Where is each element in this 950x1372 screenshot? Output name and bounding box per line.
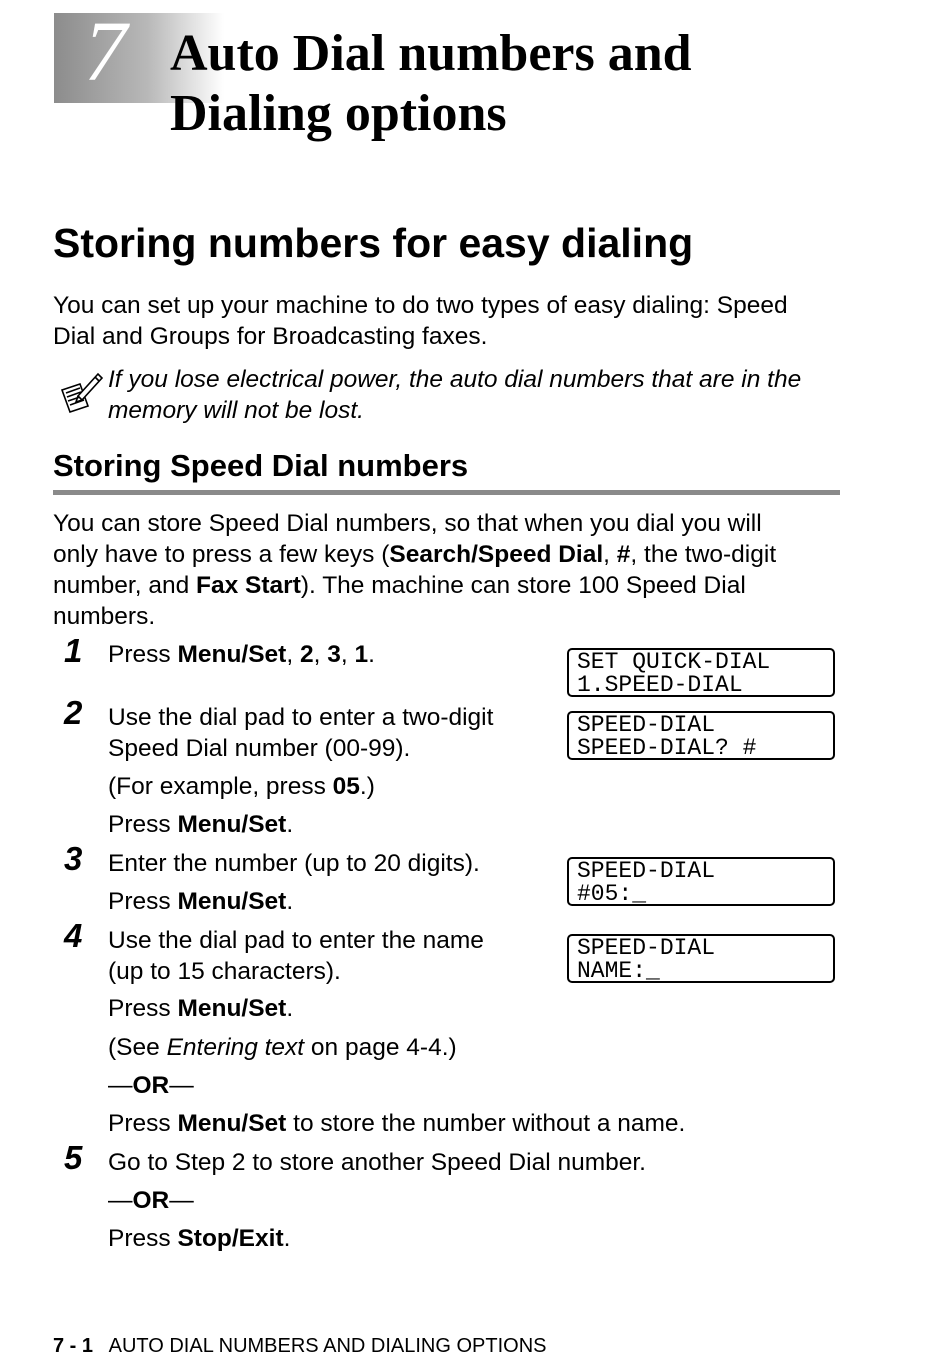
step-2-line2: Speed Dial number (00-99). — [108, 735, 411, 762]
step-4-or — [108, 1070, 194, 1101]
step-2-press — [108, 809, 293, 840]
step-3-line1: Enter the number (up to 20 digits). — [108, 850, 480, 877]
text-run: .) — [359, 773, 375, 800]
note-line1: If you lose electrical power, the auto dial numbers that are in the — [108, 366, 802, 393]
step-5-number: 5 — [64, 1139, 83, 1176]
text-run: (For example, press — [108, 773, 333, 800]
text-run: . — [286, 811, 294, 838]
text-run: — — [169, 1072, 194, 1099]
text-run: Press — [108, 995, 178, 1022]
text-run: Press — [108, 888, 178, 915]
step-3-press — [108, 886, 293, 917]
text-run: only have to press a few keys ( — [53, 541, 390, 568]
key-menu-set: Menu/Set — [177, 641, 287, 668]
text-run: , — [340, 641, 355, 668]
text-run: to store the number without a name. — [286, 1110, 686, 1137]
step-4-number: 4 — [64, 917, 83, 954]
note-pencil-icon — [58, 370, 104, 414]
step-4-see — [108, 1032, 457, 1063]
chapter-title-line2: Dialing options — [170, 85, 507, 142]
footer-title: AUTO DIAL NUMBERS AND DIALING OPTIONS — [108, 1335, 547, 1357]
lcd-line: SPEED-DIAL? # — [577, 735, 757, 760]
text-run: number, and — [53, 572, 197, 599]
section-intro-line1: You can set up your machine to do two types of easy dialing: Speed — [53, 292, 788, 319]
lcd-display-speed-dial-prompt — [567, 711, 835, 760]
page-number: 7 - 1 — [53, 1335, 94, 1357]
or-label: OR — [132, 1072, 170, 1099]
step-4-line1: Use the dial pad to enter the name — [108, 927, 484, 954]
key-fax-start: Fax Start — [196, 572, 301, 599]
lcd-display-speed-dial-number — [567, 857, 835, 906]
subsection-rule — [53, 490, 840, 495]
text-run: on page 4-4.) — [304, 1034, 457, 1061]
text-run: Press — [108, 811, 178, 838]
step-1-number: 1 — [64, 632, 83, 669]
text-run: Press — [108, 641, 178, 668]
lcd-display-set-quick-dial — [567, 648, 835, 697]
text-run: , — [313, 641, 328, 668]
key-menu-set: Menu/Set — [177, 995, 287, 1022]
text-run: Press — [108, 1225, 178, 1252]
section-title: Storing numbers for easy dialing — [53, 220, 694, 266]
subsection-line2 — [53, 539, 776, 570]
chapter-title-line1: Auto Dial numbers and — [170, 25, 692, 82]
chapter-title — [170, 24, 692, 144]
text-run: . — [283, 1225, 291, 1252]
step-3-number: 3 — [64, 840, 83, 877]
text-run: (See — [108, 1034, 167, 1061]
key-search-speed-dial: Search/Speed Dial — [389, 541, 604, 568]
step-5-press — [108, 1223, 290, 1254]
lcd-line: SET QUICK-DIAL — [577, 649, 771, 675]
key-1: 1 — [354, 641, 369, 668]
lcd-line: #05:_ — [577, 881, 647, 906]
subsection-line4: numbers. — [53, 603, 156, 630]
step-1-text — [108, 639, 375, 670]
lcd-display-speed-dial-name — [567, 934, 835, 983]
page-footer — [53, 1334, 546, 1358]
text-run: . — [286, 995, 294, 1022]
lcd-line: SPEED-DIAL — [577, 858, 716, 884]
text-run: — — [108, 1072, 133, 1099]
step-4-press — [108, 993, 293, 1024]
or-label: OR — [132, 1187, 170, 1214]
step-2-line1: Use the dial pad to enter a two-digit — [108, 704, 494, 731]
text-run: , — [286, 641, 300, 668]
lcd-line: 1.SPEED-DIAL — [577, 672, 743, 697]
section-intro-line2: Dial and Groups for Broadcasting faxes. — [53, 323, 488, 350]
text-run: . — [286, 888, 294, 915]
text-run: , the two-digit — [630, 541, 777, 568]
step-4-line2: (up to 15 characters). — [108, 958, 341, 985]
text-run: . — [368, 641, 375, 668]
key-stop-exit: Stop/Exit — [177, 1225, 284, 1252]
key-menu-set: Menu/Set — [177, 1110, 287, 1137]
text-run: — — [108, 1187, 133, 1214]
key-menu-set: Menu/Set — [177, 888, 287, 915]
link-entering-text: Entering text — [166, 1034, 305, 1061]
key-05: 05 — [332, 773, 360, 800]
subsection-title: Storing Speed Dial numbers — [53, 448, 469, 483]
subsection-line1: You can store Speed Dial numbers, so that when you dial you will — [53, 510, 762, 537]
key-hash: # — [616, 541, 631, 568]
text-run: — — [169, 1187, 194, 1214]
step-5-or — [108, 1185, 194, 1216]
step-5-line1: Go to Step 2 to store another Speed Dial number. — [108, 1149, 646, 1176]
subsection-line3 — [53, 570, 746, 601]
note-text — [108, 364, 858, 426]
step-4-alt — [108, 1108, 685, 1139]
step-2-number: 2 — [64, 694, 83, 731]
lcd-line: SPEED-DIAL — [577, 935, 716, 961]
key-3: 3 — [327, 641, 341, 668]
text-run: Press — [108, 1110, 178, 1137]
step-2-example — [108, 771, 375, 802]
lcd-line: SPEED-DIAL — [577, 712, 716, 738]
text-run: , — [603, 541, 617, 568]
key-menu-set: Menu/Set — [177, 811, 287, 838]
lcd-line: NAME:_ — [577, 958, 660, 983]
note-line2: memory will not be lost. — [108, 397, 364, 424]
text-run: ). The machine can store 100 Speed Dial — [300, 572, 746, 599]
chapter-number: 7 — [84, 3, 127, 99]
key-2: 2 — [299, 641, 314, 668]
